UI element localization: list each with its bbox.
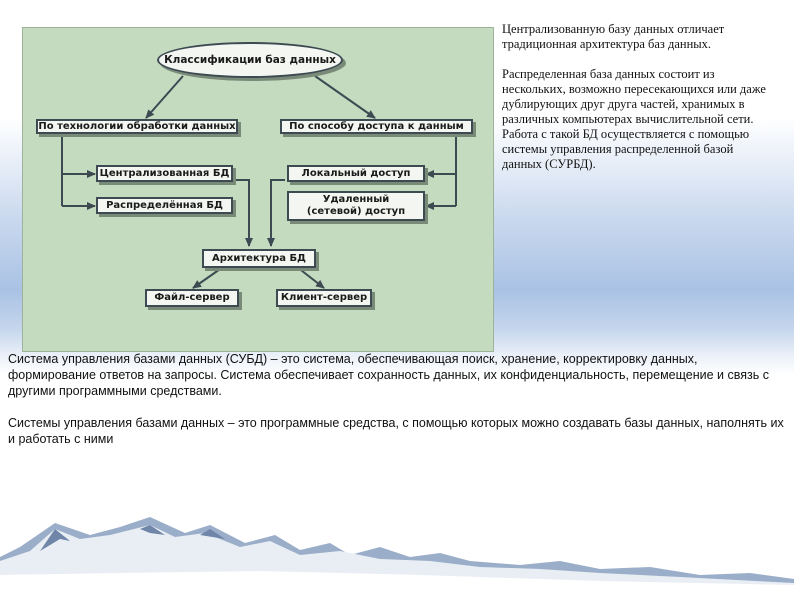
database-classification-diagram [22, 27, 494, 352]
access-category-label: По способу доступа к данным [289, 120, 464, 132]
technology-category-node [36, 119, 238, 134]
diagram-title-label: Классификации баз данных [164, 54, 336, 66]
arrow-title-to-technology [146, 76, 183, 118]
remote-access-label: Удаленный (сетевой) доступ [306, 194, 406, 217]
distributed-db-label: Распределённая БД [106, 199, 223, 211]
arrow-local-access-to-architecture [271, 180, 285, 246]
architecture-label: Архитектура БД [212, 252, 306, 264]
distributed-db-node [96, 197, 233, 214]
diagram-title-node [157, 42, 343, 78]
centralized-db-label: Централизованная БД [99, 167, 230, 179]
client-server-node [276, 289, 372, 307]
centralized-db-description: Централизованную базу данных отличает традиционная архитектура баз данных. [502, 22, 725, 51]
local-access-label: Локальный доступ [301, 167, 411, 179]
dbms-software-paragraph: Системы управления базами данных – это программные средства, с помощью которых можно создавать базы данных, наполнять их и работать с ними [8, 416, 784, 446]
access-category-node [280, 119, 473, 134]
arrow-architecture-to-file-server [193, 267, 223, 288]
local-access-node [287, 165, 425, 182]
file-server-label: Файл-сервер [154, 292, 230, 303]
centralized-db-node [96, 165, 233, 182]
distributed-db-description: Распределенная база данных состоит из нескольких, возможно пересекающихся или даже дублирующих друг друга частей, хранимых в различных компьютерах вычислительной сети. Работа с такой БД осуществляется с помощью системы управления распределенной базой данных (СУРБД). [502, 67, 766, 171]
dbms-definition-paragraph: Система управления базами данных (СУБД) – это система, обеспечивающая поиск, хранение, корректировку данных, формирование ответов на запросы. Система обеспечивает сохранность данных, их конфиденциальность, перемещение и связь с другими программными средствами. [8, 352, 769, 398]
remote-access-node [287, 191, 425, 221]
technology-category-label: По технологии обработки данных [38, 120, 236, 132]
arrow-architecture-to-client-server [297, 267, 324, 288]
architecture-node [202, 249, 316, 268]
db-types-description [502, 22, 774, 187]
client-server-label: Клиент-сервер [280, 292, 368, 303]
arrow-centralized-to-architecture [231, 180, 249, 246]
arrow-title-to-access [315, 76, 375, 118]
dbms-definition-section [8, 351, 788, 463]
file-server-node [145, 289, 239, 307]
mountain-landscape-decoration [0, 495, 794, 595]
